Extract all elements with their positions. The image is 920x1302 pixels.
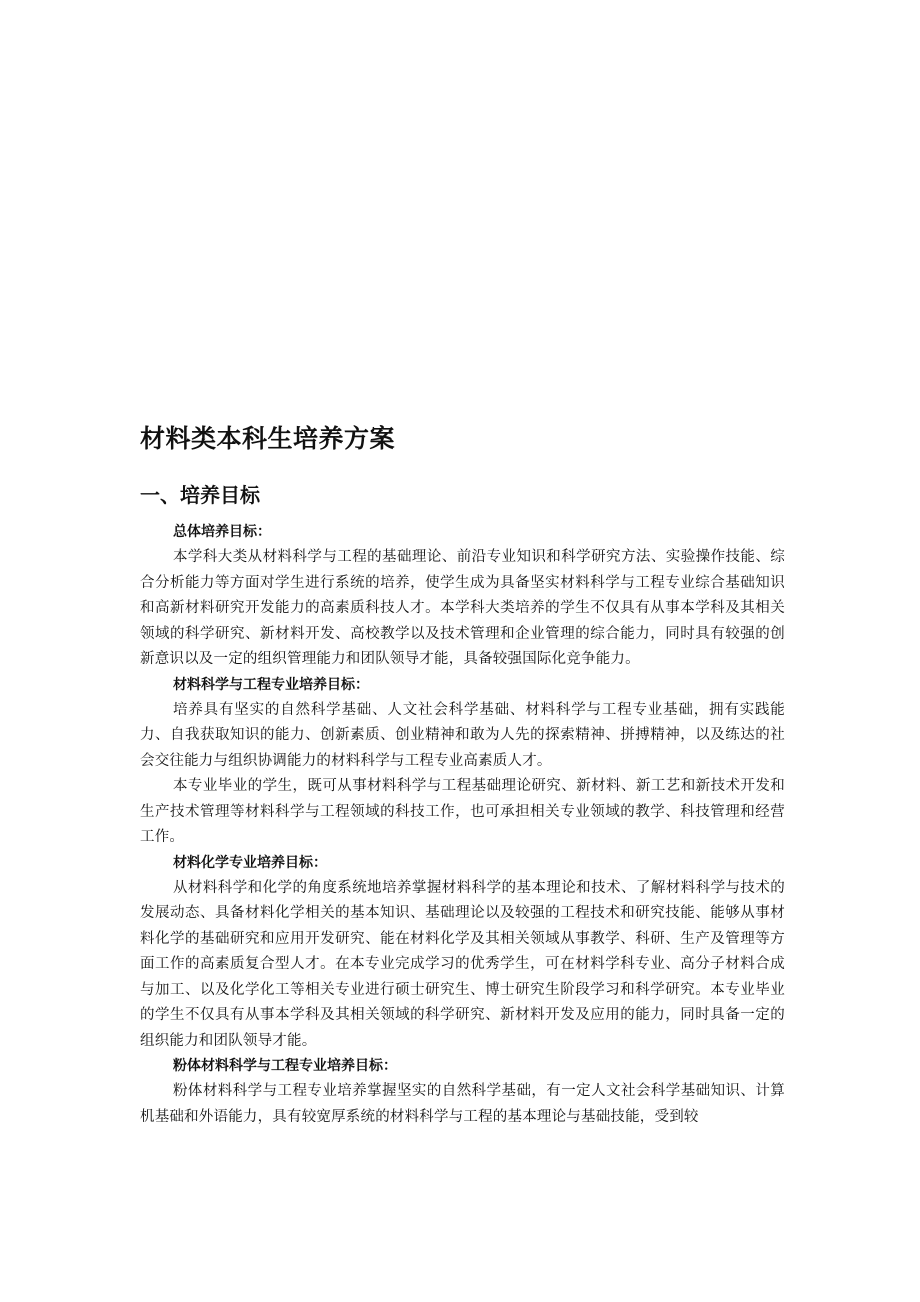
mse-goals-paragraph-2: 本专业毕业的学生，既可从事材料科学与工程基础理论研究、新材料、新工艺和新技术开发和生产技术管理等材料科学与工程领域的科技工作，也可承担相关专业领域的教学、科技管理和经营工作。 — [140, 778, 785, 845]
powder-goals-heading: 粉体材料科学与工程专业培养目标： — [173, 1058, 397, 1074]
chem-goals-paragraph: 从材料科学和化学的角度系统地培养掌握材料科学的基本理论和技术、了解材料科学与技术的发展动态、具备材料化学相关的基本知识、基础理论以及较强的工程技术和研究技能、能够从事材料化学的基础研究和应用开发研究、能在材料化学及其相关领域从事教学、科研、生产及管理等方面工作的高素质复合型人才。在本专业完成学习的优秀学生，可在材料学科专业、高分子材料合成与加工、以及化学化工等相关专业进行硕士研究生、博士研究生阶段学习和科学研究。本专业毕业的学生不仅具有从事本学科及其相关领域的科学研究、新材料开发及应用的能力，同时具备一定的组织能力和团队领导才能。 — [140, 879, 785, 1049]
mse-goals-heading: 材料科学与工程专业培养目标： — [173, 676, 369, 693]
mse-goals-paragraph-1: 培养具有坚实的自然科学基础、人文社会科学基础、材料科学与工程专业基础，拥有实践能力、自我获取知识的能力、创新素质、创业精神和敢为人先的探索精神、拼搏精神，以及练达的社会交往能力与组织协调能力的材料科学与工程专业高素质人才。 — [140, 701, 785, 769]
document-page — [140, 420, 785, 1130]
document-title: 材料类本科生培养方案 — [140, 424, 396, 453]
chem-goals-heading: 材料化学专业培养目标： — [173, 854, 327, 871]
section-heading-training-goals: 一、培养目标 — [140, 483, 260, 507]
overall-goals-heading: 总体培养目标： — [173, 524, 271, 540]
overall-goals-paragraph: 本学科大类从材料科学与工程的基础理论、前沿专业知识和科学研究方法、实验操作技能、综合分析能力等方面对学生进行系统的培养，使学生成为具备坚实材料科学与工程专业综合基础知识和高新材料研究开发能力的高素质科技人才。本学科大类培养的学生不仅具有从事本学科及其相关领域的科学研究、新材料开发、高校教学以及技术管理和企业管理的综合能力，同时具有较强的创新意识以及一定的组织管理能力和团队领导才能，具备较强国际化竞争能力。 — [140, 549, 785, 667]
powder-goals-paragraph: 粉体材料科学与工程专业培养掌握坚实的自然科学基础，有一定人文社会科学基础知识、计算机基础和外语能力，具有较宽厚系统的材料科学与工程的基本理论与基础技能，受到较 — [140, 1083, 785, 1125]
